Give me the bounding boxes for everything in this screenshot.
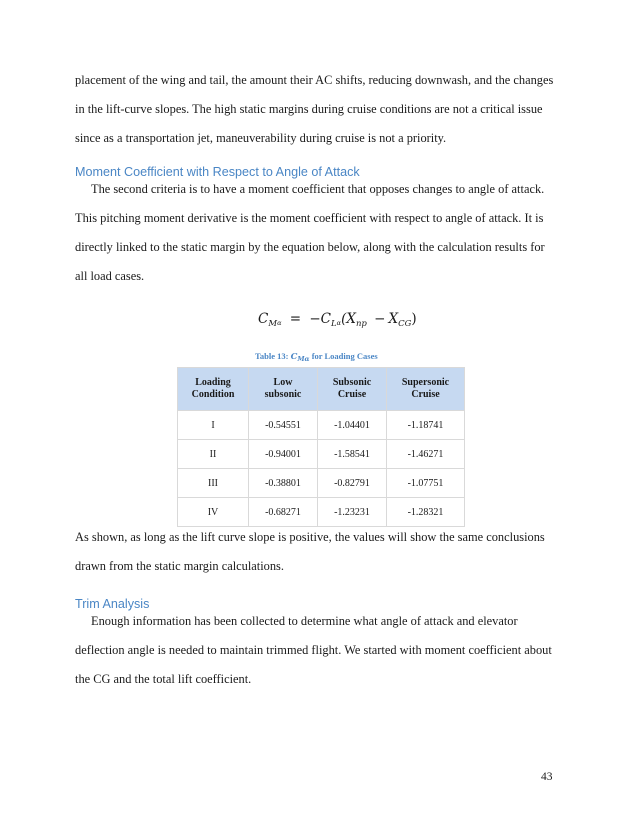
table-row — [178, 411, 465, 440]
section-heading-moment-coefficient: Moment Coefficient with Respect to Angle of Attack — [75, 165, 360, 179]
table-cell: -0.68271 — [249, 498, 318, 527]
table-cell: -1.04401 — [318, 411, 387, 440]
paragraph-line: in the lift-curve slopes. The high static margins during cruise conditions are not a critical issue — [75, 102, 543, 116]
equation-cm-alpha: $C_M\alpha = -C_L\alpha(X_{np} - X_{CG})$ — [258, 311, 417, 329]
paragraph-line: placement of the wing and tail, the amount their AC shifts, reducing downwash, and the changes — [75, 73, 554, 87]
table-row — [178, 498, 465, 527]
table-cell: -0.82791 — [318, 469, 387, 498]
paragraph-line: since as a transportation jet, maneuverability during cruise is not a priority. — [75, 131, 447, 145]
table-cell: -1.46271 — [387, 440, 465, 469]
section-heading-trim-analysis: Trim Analysis — [75, 597, 150, 611]
table-header-cell: Supersonic Cruise — [387, 368, 465, 411]
table-cell: -1.07751 — [387, 469, 465, 498]
table-cell: -0.94001 — [249, 440, 318, 469]
table-header-row — [178, 368, 465, 411]
table-cell: II — [178, 440, 249, 469]
paragraph-line: The second criteria is to have a moment coefficient that opposes changes to angle of attack. — [91, 182, 545, 196]
loading-cases-table — [177, 367, 465, 527]
paragraph-line: This pitching moment derivative is the moment coefficient with respect to angle of attack. It is — [75, 211, 544, 225]
paragraph-line: Enough information has been collected to determine what angle of attack and elevator — [91, 614, 518, 628]
paragraph-line: As shown, as long as the lift curve slope is positive, the values will show the same conclusions — [75, 530, 545, 544]
table-header-cell: Low subsonic — [249, 368, 318, 411]
table-header-cell: Loading Condition — [178, 368, 249, 411]
table-row — [178, 440, 465, 469]
table-header-cell: Subsonic Cruise — [318, 368, 387, 411]
table-cell: -0.54551 — [249, 411, 318, 440]
table-cell: -1.28321 — [387, 498, 465, 527]
paragraph-line: all load cases. — [75, 269, 145, 283]
table-cell: IV — [178, 498, 249, 527]
table-caption: Table 13: $C_{M\alpha}$ for Loading Cases — [255, 351, 378, 363]
table-cell: -0.38801 — [249, 469, 318, 498]
table-cell: III — [178, 469, 249, 498]
table-cell: -1.18741 — [387, 411, 465, 440]
paragraph-line: the CG and the total lift coefficient. — [75, 672, 252, 686]
paragraph-line: drawn from the static margin calculations. — [75, 559, 284, 573]
table-cell: -1.23231 — [318, 498, 387, 527]
table-cell: I — [178, 411, 249, 440]
paragraph-line: directly linked to the static margin by the equation below, along with the calculation results for — [75, 240, 545, 254]
paragraph-line: deflection angle is needed to maintain trimmed flight. We started with moment coefficient about — [75, 643, 552, 657]
table-row — [178, 469, 465, 498]
table-cell: -1.58541 — [318, 440, 387, 469]
page-number: 43 — [541, 771, 553, 783]
